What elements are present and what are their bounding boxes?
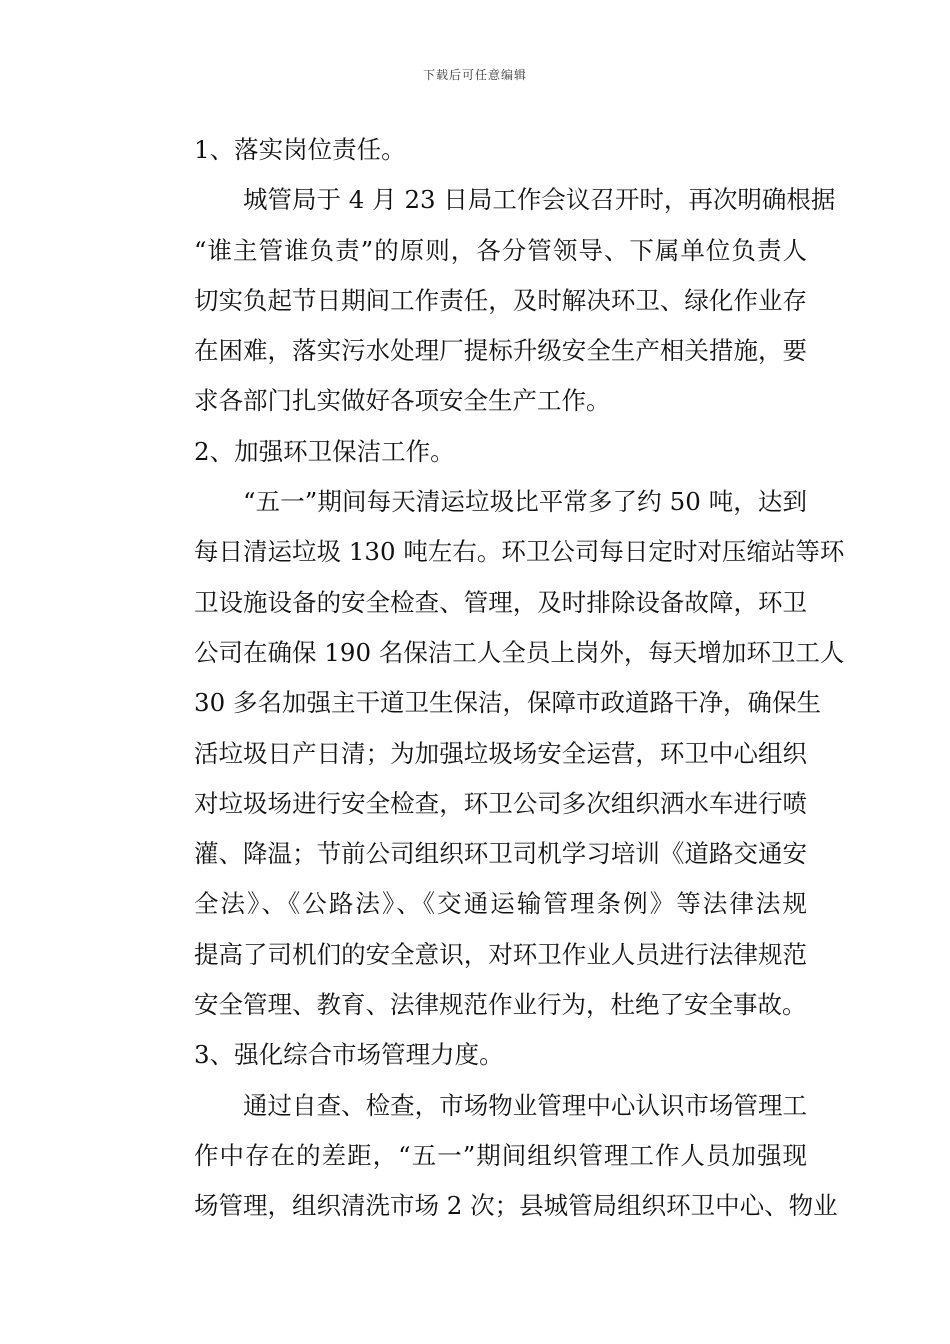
paragraph-line: 切实负起节日期间工作责任，及时解决环卫、绿化作业存 xyxy=(194,285,807,315)
paragraph-line: 公司在确保 190 名保洁工人全员上岗外，每天增加环卫工人 xyxy=(194,637,845,667)
paragraph-line: 灌、降温；节前公司组织环卫司机学习培训《道路交通安 xyxy=(194,839,807,869)
section-paragraph-3 xyxy=(145,1081,838,1232)
paragraph-line: 通过自查、检查，市场物业管理中心认识市场管理工 xyxy=(243,1090,807,1120)
section-paragraph-2 xyxy=(145,477,845,1030)
paragraph-line: 卫设施设备的安全检查、管理，及时排除设备故障，环卫 xyxy=(194,587,807,617)
paragraph-line: 活垃圾日产日清；为加强垃圾场安全运营，环卫中心组织 xyxy=(194,738,807,768)
paragraph-line: 每日清运垃圾 130 吨左右。环卫公司每日定时对压缩站等环 xyxy=(194,537,845,567)
document-body xyxy=(145,125,845,1232)
paragraph-line: 全法》、《公路法》、《交通运输管理条例》等法律法规 xyxy=(194,889,807,919)
paragraph-line: 对垃圾场进行安全检查，环卫公司多次组织洒水车进行喷 xyxy=(194,788,807,818)
section-paragraph-1 xyxy=(145,175,836,426)
paragraph-line: 场管理，组织清洗市场 2 次；县城管局组织环卫中心、物业 xyxy=(194,1191,838,1221)
page-header: 下载后可任意编辑 xyxy=(422,68,527,82)
paragraph-line: “谁主管谁负责”的原则，各分管领导、下属单位负责人 xyxy=(194,235,807,265)
paragraph-line: 提高了司机们的安全意识，对环卫作业人员进行法律规范 xyxy=(194,939,807,969)
paragraph-line: “五一”期间每天清运垃圾比平常多了约 50 吨，达到 xyxy=(243,487,807,517)
section-heading-1: 1、落实岗位责任。 xyxy=(194,135,406,164)
paragraph-line: 求各部门扎实做好各项安全生产工作。 xyxy=(194,386,611,416)
section-heading-2: 2、加强环卫保洁工作。 xyxy=(194,436,455,466)
section-heading-3: 3、强化综合市场管理力度。 xyxy=(194,1040,504,1070)
paragraph-line: 作中存在的差距，“五一”期间组织管理工作人员加强现 xyxy=(194,1140,807,1170)
paragraph-line: 30 多名加强主干道卫生保洁，保障市政道路干净，确保生 xyxy=(194,688,821,718)
paragraph-line: 城管局于 4 月 23 日局工作会议召开时，再次明确根据 xyxy=(243,185,836,215)
paragraph-line: 在困难，落实污水处理厂提标升级安全生产相关措施，要 xyxy=(194,336,807,366)
paragraph-line: 安全管理、教育、法律规范作业行为，杜绝了安全事故。 xyxy=(194,990,807,1020)
